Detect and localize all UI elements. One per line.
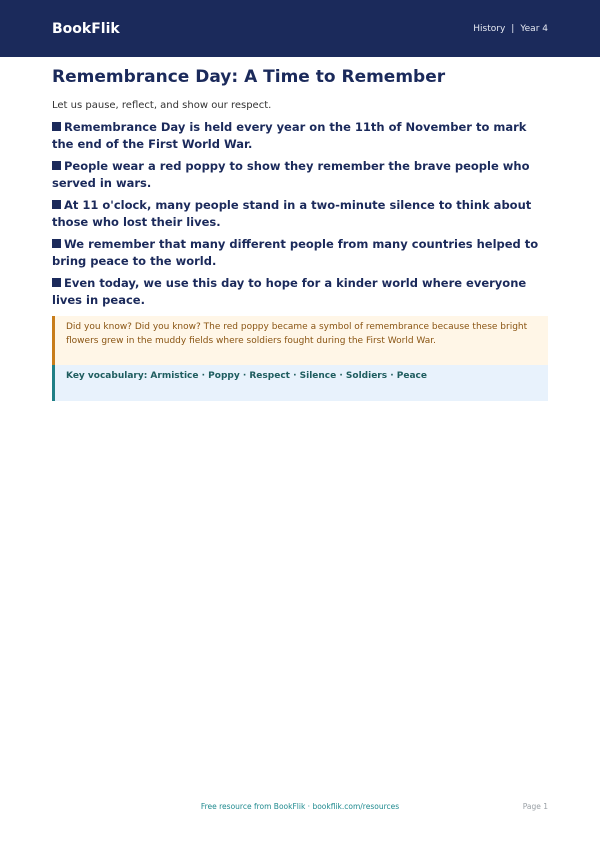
page-footer (0, 800, 600, 814)
bullet-square-icon (52, 161, 61, 170)
page-subtitle: Let us pause, reflect, and show our respect. (52, 100, 272, 111)
bullet-square-icon (52, 278, 61, 287)
bullet-square-icon (52, 200, 61, 209)
header-meta (473, 24, 548, 34)
main-content (0, 67, 600, 401)
fact-text: At 11 o'clock, many people stand in a two-minute silence to think about those who lost their lives. (52, 198, 532, 229)
fact-item (52, 197, 548, 231)
page-number: Page 1 (522, 802, 548, 811)
header-separator: | (511, 23, 515, 34)
page-header (0, 0, 600, 57)
fact-item (52, 119, 548, 153)
fact-list (52, 119, 548, 309)
fact-text: We remember that many different people from many countries helped to bring peace to the world. (52, 237, 539, 268)
footer-resource-link[interactable]: Free resource from BookFlik · bookflik.com/resources (200, 802, 400, 811)
subject-label: History (473, 23, 506, 34)
page-title: Remembrance Day: A Time to Remember (52, 67, 446, 87)
year-label: Year 4 (520, 23, 548, 34)
fact-text: People wear a red poppy to show they remember the brave people who served in wars. (52, 159, 530, 190)
did-you-know-callout: Did you know? Did you know? The red poppy became a symbol of remembrance because these bright flowers grew in the muddy fields where soldiers fought during the First World War. (52, 316, 548, 365)
fact-item (52, 158, 548, 192)
fact-item (52, 236, 548, 270)
bullet-square-icon (52, 239, 61, 248)
fact-item (52, 275, 548, 309)
bullet-square-icon (52, 122, 61, 131)
brand-logo: BookFlik (52, 20, 120, 37)
fact-text: Even today, we use this day to hope for a kinder world where everyone lives in peace. (52, 276, 527, 307)
key-vocabulary-box: Key vocabulary: Armistice · Poppy · Respect · Silence · Soldiers · Peace (52, 365, 548, 401)
fact-text: Remembrance Day is held every year on the 11th of November to mark the end of the First World War. (52, 120, 527, 151)
